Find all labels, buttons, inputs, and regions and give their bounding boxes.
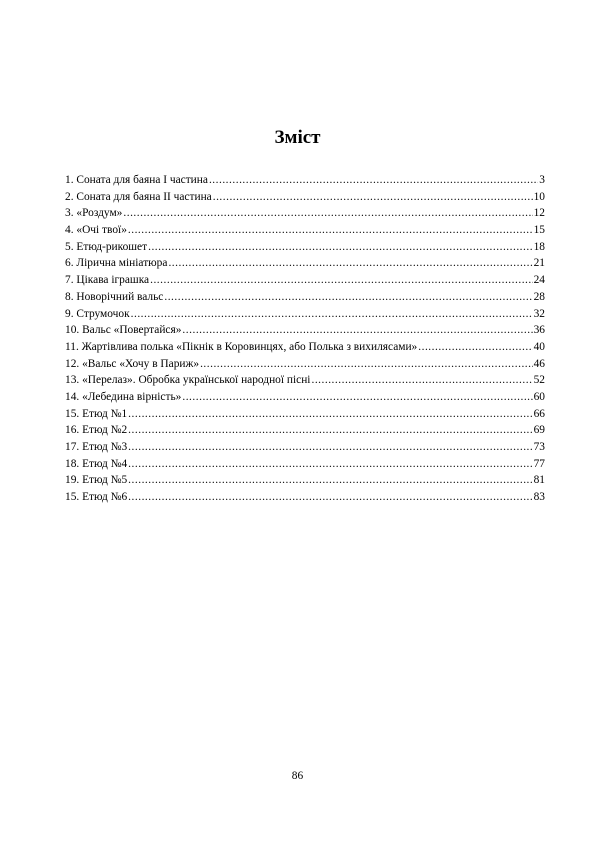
toc-entry[interactable]: [65, 389, 545, 406]
toc-entry[interactable]: [65, 356, 545, 373]
dot-leader: [311, 372, 532, 389]
toc-entry-page: 83: [533, 491, 545, 504]
toc-entry-page: 21: [533, 257, 545, 270]
toc-entry-page: 46: [533, 357, 545, 370]
table-of-contents: [65, 172, 545, 506]
toc-entry-page: 77: [533, 457, 545, 470]
dot-leader: [164, 289, 532, 306]
toc-entry-title: 9. Струмочок: [65, 307, 130, 320]
toc-entry[interactable]: [65, 456, 545, 473]
toc-entry[interactable]: [65, 222, 545, 239]
dot-leader: [128, 489, 532, 506]
page-number: 86: [291, 770, 304, 782]
toc-entry-title: 4. «Очі твої»: [65, 224, 127, 237]
toc-entry[interactable]: [65, 472, 545, 489]
toc-entry-page: 52: [533, 374, 545, 387]
toc-entry-page: 10: [533, 190, 545, 203]
toc-entry[interactable]: [65, 306, 545, 323]
toc-entry-page: 36: [533, 324, 545, 337]
toc-entry-title: 13. «Перелаз». Обробка української народної пісні: [65, 374, 311, 387]
dot-leader: [150, 272, 533, 289]
toc-entry-page: 40: [533, 340, 545, 353]
dot-leader: [209, 172, 538, 189]
dot-leader: [128, 422, 532, 439]
dot-leader: [128, 406, 532, 423]
toc-entry-title: 7. Цікава іграшка: [65, 274, 150, 287]
toc-entry-page: 32: [533, 307, 545, 320]
toc-entry[interactable]: [65, 322, 545, 339]
dot-leader: [131, 306, 533, 323]
toc-entry-page: 81: [533, 474, 545, 487]
toc-entry[interactable]: [65, 422, 545, 439]
toc-entry[interactable]: [65, 372, 545, 389]
toc-entry-page: 73: [533, 441, 545, 453]
dot-leader: [200, 356, 533, 373]
toc-entry-title: 10. Вальс «Повертайся»: [65, 324, 182, 337]
toc-entry[interactable]: [65, 172, 545, 189]
toc-entry-title: 5. Етюд-рикошет: [65, 240, 148, 253]
toc-entry[interactable]: [65, 255, 545, 272]
toc-entry-page: 18: [533, 240, 545, 253]
toc-entry-title: 19. Етюд №5: [65, 474, 128, 487]
dot-leader: [128, 439, 532, 456]
toc-entry[interactable]: [65, 239, 545, 256]
page-title: Зміст: [274, 127, 321, 148]
toc-entry-title: 6. Лірична мініатюра: [65, 257, 168, 270]
dot-leader: [123, 205, 532, 222]
toc-entry[interactable]: [65, 406, 545, 423]
toc-entry-title: 8. Новорічний вальс: [65, 290, 164, 303]
toc-entry[interactable]: [65, 205, 545, 222]
dot-leader: [128, 472, 532, 489]
toc-entry-page: 3: [539, 174, 545, 186]
toc-entry-title: 11. Жартівлива полька «Пікнік в Коровинцях, або Полька з вихилясами»: [65, 340, 418, 353]
toc-entry[interactable]: [65, 489, 545, 506]
toc-entry[interactable]: [65, 272, 545, 289]
dot-leader: [168, 255, 532, 272]
toc-entry[interactable]: [65, 339, 545, 356]
dot-leader: [213, 189, 533, 206]
toc-entry-page: 60: [533, 390, 545, 403]
toc-entry-page: 15: [533, 224, 545, 237]
dot-leader: [128, 456, 532, 473]
toc-entry-page: 66: [533, 407, 545, 420]
dot-leader: [182, 322, 532, 339]
toc-entry-title: 1. Соната для баяна I частина: [65, 174, 208, 186]
toc-entry-title: 15. Етюд №6: [65, 491, 128, 504]
toc-entry-title: 15. Етюд №1: [65, 407, 128, 420]
toc-entry-title: 2. Соната для баяна II частина: [65, 190, 212, 203]
toc-entry-title: 17. Етюд №3: [65, 441, 128, 453]
dot-leader: [418, 339, 532, 356]
toc-entry[interactable]: [65, 439, 545, 456]
dot-leader: [182, 389, 532, 406]
toc-entry-page: 12: [533, 207, 545, 220]
toc-entry-title: 12. «Вальс «Хочу в Париж»: [65, 357, 200, 370]
toc-entry-page: 28: [533, 290, 545, 303]
toc-entry-title: 18. Етюд №4: [65, 457, 128, 470]
toc-entry-title: 3. «Роздум»: [65, 207, 123, 220]
toc-entry-page: 69: [533, 424, 545, 437]
dot-leader: [148, 239, 533, 256]
toc-entry-page: 24: [533, 274, 545, 287]
dot-leader: [128, 222, 533, 239]
toc-entry[interactable]: [65, 189, 545, 206]
toc-entry-title: 16. Етюд №2: [65, 424, 128, 437]
toc-entry-title: 14. «Лебедина вірність»: [65, 390, 182, 403]
toc-entry[interactable]: [65, 289, 545, 306]
